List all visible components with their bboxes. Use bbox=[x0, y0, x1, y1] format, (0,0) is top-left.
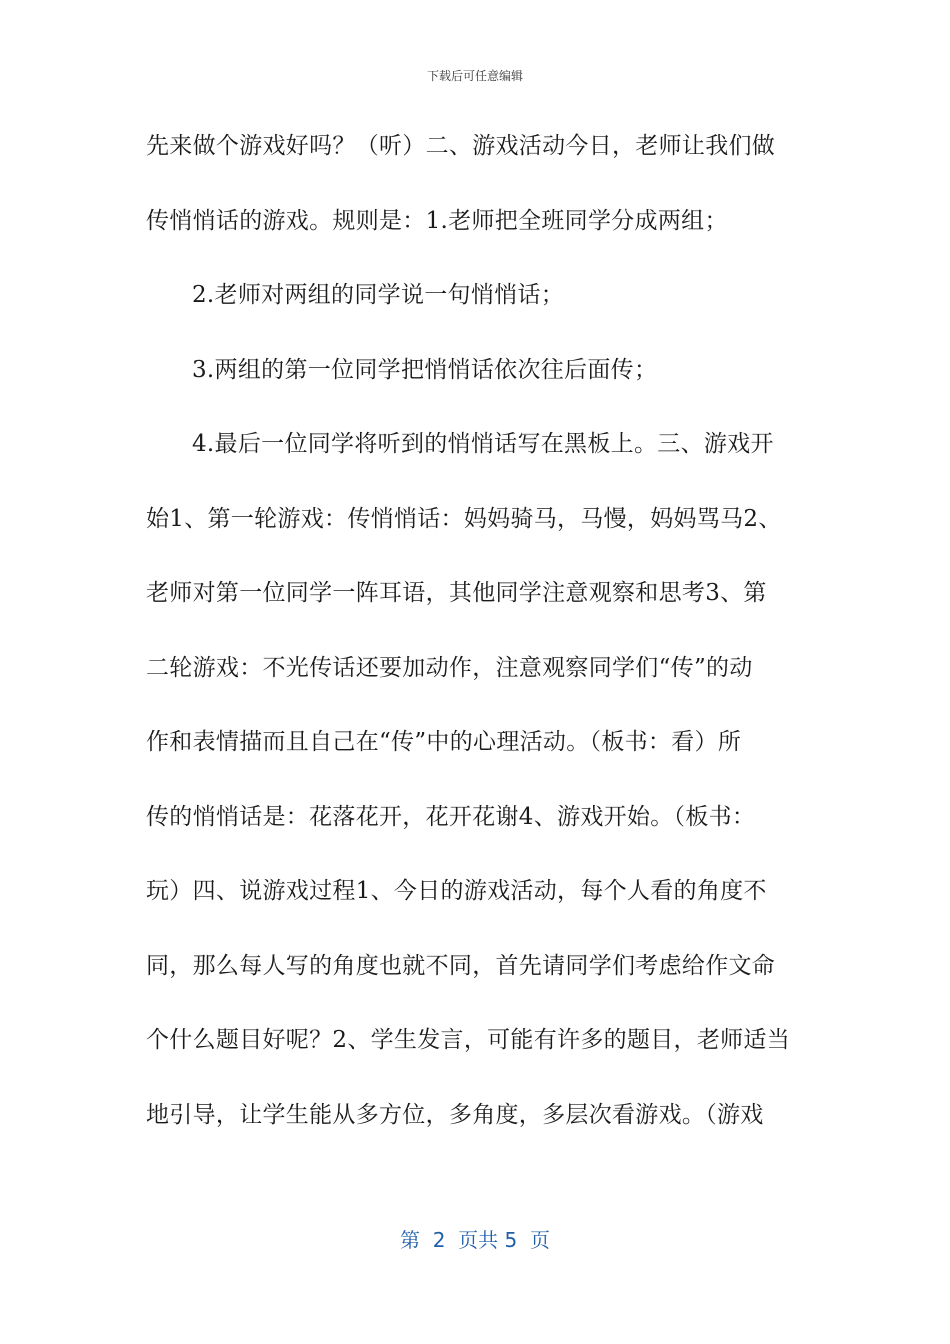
document-body bbox=[146, 122, 806, 1165]
body-line: 玩）四、说游戏过程1、今日的游戏活动，每个人看的角度不 bbox=[146, 878, 767, 904]
body-line: 始1、第一轮游戏：传悄悄话：妈妈骑马，马慢，妈妈骂马2、 bbox=[146, 505, 782, 532]
body-line: 老师对第一位同学一阵耳语，其他同学注意观察和思考3、第 bbox=[146, 580, 767, 606]
body-line: 地引导，让学生能从多方位，多角度，多层次看游戏。（游戏 bbox=[146, 1101, 764, 1128]
page-header: 下载后可任意编辑 bbox=[426, 69, 523, 83]
body-line: 4.最后一位同学将听到的悄悄话写在黑板上。三、游戏开 bbox=[192, 431, 774, 457]
body-line: 2.老师对两组的同学说一句悄悄话； bbox=[192, 282, 565, 308]
body-line: 传悄悄话的游戏。规则是：1.老师把全班同学分成两组； bbox=[146, 207, 728, 234]
body-line: 3.两组的第一位同学把悄悄话依次往后面传； bbox=[192, 356, 658, 383]
body-line: 作和表情描而且自己在“传”中的心理活动。（板书：看）所 bbox=[146, 729, 742, 755]
body-line: 二轮游戏：不光传话还要加动作，注意观察同学们“传”的动 bbox=[146, 654, 753, 681]
body-line: 同，那么每人写的角度也就不同，首先请同学们考虑给作文命 bbox=[146, 952, 776, 979]
body-line: 个什么题目好呢？2、学生发言，可能有许多的题目，老师适当 bbox=[146, 1027, 791, 1053]
body-line: 先来做个游戏好吗？（听）二、游戏活动今日，老师让我们做 bbox=[146, 133, 776, 159]
page-number-footer: 第 2 页共 5 页 bbox=[400, 1228, 550, 1252]
body-line: 传的悄悄话是：花落花开，花开花谢4、游戏开始。（板书： bbox=[146, 803, 756, 830]
